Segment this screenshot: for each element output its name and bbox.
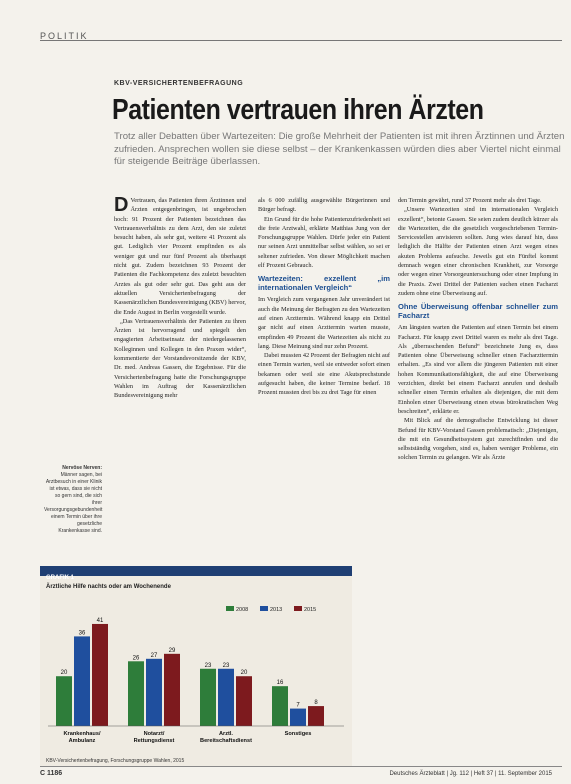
graphic-tag: GRAFIK 1 xyxy=(46,575,75,581)
bar xyxy=(308,706,324,726)
bar-value-label: 8 xyxy=(314,700,318,707)
section-header xyxy=(40,26,562,41)
legend-swatch xyxy=(226,606,234,611)
legend-label: 2008 xyxy=(236,607,249,613)
caption-text: Männer sagen, bei Arztbesuch in einer Klinik ist etwas, dass sie nicht so gern sind, die sich ihrer Versorgungsgebundenheit einem Termin über ihre gesetzliche Krankenkasse sind. xyxy=(44,472,103,534)
paragraph: Im Vergleich zum vergangenen Jahr unverändert ist auch die Meinung der Befragten zu den Wartezeiten auf einen Arzttermin. Während knapp ein Drittel gar nicht auf einen Arzttermin warten musste, empfinden 49 Prozent die Wartezeiten als nicht zu lang. Diese Meinung sind nur zehn Prozent. xyxy=(258,296,390,350)
bar xyxy=(218,669,234,726)
bar-value-label: 16 xyxy=(276,680,284,687)
paragraph: „Das Vertrauensverhältnis der Patienten zu ihren Ärzten ist hervorragend und spiegelt den engagierten Arbeitseinsatz der niedergelassenen Kolleginnen und Kollegen in den Praxen wider“, kommentierte der Vorstandsvorsitzende der KBV, Dr. med. Andreas Gassen, die Ergebnisse. Für die Versichertenbefragung hatte die Forschungsgruppe Wahlen im Auftrag der Kassenärztlichen Bundesvereinigung mehr xyxy=(114,317,246,400)
category-label: Ambulanz xyxy=(68,738,96,744)
paragraph: Dabei mussten 42 Prozent der Befragten nicht auf einen Termin warten, weil sie entweder sofort einen bekamen oder weil sie eine Akutsprechstunde aufgesucht haben, die keiner Termine bedarf. 18 Prozent mussten drei bis zu drei Tage für einen xyxy=(258,352,390,397)
bar-value-label: 20 xyxy=(60,670,68,677)
chart-source: KBV-Versichertenbefragung, Forschungsgruppe Wahlen, 2015 xyxy=(46,758,185,764)
chart-title: Ärztliche Hilfe nachts oder am Wochenende xyxy=(46,584,171,590)
paragraph: Ein Grund für die hohe Patientenzufriedenheit sei die freie Arztwahl, erklärte Matthias Jung von der Forschungsgruppe Wahlen. Dürfe jeder ein Patient nur seinen Arzt unmittelbar selbst wählen, so sei er seltener zufrieden. Von dieser Möglichkeit machen elf Prozent Gebrauch. xyxy=(258,215,390,270)
legend-swatch xyxy=(294,606,302,611)
category-label: Rettungsdienst xyxy=(133,738,175,744)
graphic-tag-bar xyxy=(40,566,352,581)
bar xyxy=(200,669,216,726)
article-kicker: KBV-VERSICHERTENBEFRAGUNG xyxy=(114,80,244,87)
drop-cap: D xyxy=(114,196,129,216)
page-number: C 1186 xyxy=(40,770,63,777)
paragraph: den Termin gewährt, rund 37 Prozent mehr als drei Tage. xyxy=(398,197,542,204)
category-label: Sonstiges xyxy=(284,731,312,737)
bar-value-label: 41 xyxy=(96,617,104,624)
bar-value-label: 20 xyxy=(240,670,248,677)
article-lead: Trotz aller Debatten über Wartezeiten: Die große Mehrheit der Patienten ist mit ihren Ärztinnen und Ärzten zufrieden. Ansprechen wollen sie diese selbst – der Krankenkassen würden dies aber Viertel nicht einmal für steigende Beiträge überlassen. xyxy=(114,131,565,167)
bar-value-label: 26 xyxy=(132,655,140,662)
subheading: Wartezeiten: exzellent „im internationalen Vergleich“ xyxy=(258,274,390,293)
caption-title: Nervöse Nerven: xyxy=(62,465,102,471)
legend-swatch xyxy=(260,606,268,611)
subheading: Ohne Überweisung offenbar schneller zum Facharzt xyxy=(398,302,558,321)
legend-label: 2015 xyxy=(304,607,317,613)
paragraph: als 6 000 zufällig ausgewählte Bürgerinnen und Bürger befragt. xyxy=(258,197,390,214)
paragraph: Mit Blick auf die demografische Entwicklung ist dieser Befund für KBV-Vorstand Gassen problematisch: „Diejenigen, die mit ein Gesundheitssystem gut zurechtfinden und die selbstständig vorgehen, sind es, haben weniger Probleme, ein solchen Termin zu gelangen. Wir als Ärzte xyxy=(398,417,558,462)
paragraph: „Unsere Wartezeiten sind im internationalen Vergleich exzellent“, betonte Gassen. Sie seien zudem deutlich kürzer als die Wartezeiten, die die gesetzlich vorgeschriebenen Termin-Servicestellen anvisieren sollten. Jung wies darauf hin, dass lediglich die Hälfte der Patienten einen Arzt wegen eines akuten Problems aufsuche. Jeweils gut ein Fünftel kommt demnach wegen einer chronischen Krankheit, zur Vorsorge oder wegen einer Vorsorgeuntersuchung oder einer Impfung in die Praxis. Zwei Drittel der Patienten suchen einen Facharzt zudem ohne eine Überweisung auf. xyxy=(398,206,558,297)
bar-value-label: 23 xyxy=(222,662,230,669)
category-label: Arztl. xyxy=(219,731,233,737)
bar xyxy=(56,676,72,726)
category-label: Notarzt/ xyxy=(143,731,165,737)
bar-value-label: 23 xyxy=(204,662,212,669)
bar xyxy=(236,676,252,726)
category-label: Bereitschaftsdienst xyxy=(200,738,252,744)
legend-label: 2013 xyxy=(270,607,283,613)
bar xyxy=(146,659,162,726)
bar xyxy=(128,661,144,726)
journal-citation: Deutsches Ärzteblatt | Jg. 112 | Heft 37 | 11. September 2015 xyxy=(389,771,552,777)
article-column-1 xyxy=(114,196,246,564)
page-footer xyxy=(40,766,562,781)
category-label: Krankenhaus/ xyxy=(63,731,101,737)
photo-caption xyxy=(44,465,102,535)
bar xyxy=(92,624,108,726)
article-headline: Patienten vertrauen ihren Ärzten xyxy=(112,94,484,126)
paragraph: D Vertrauen, das Patienten ihren Ärztinnen und Ärzten entgegenbringen, ist ungebrochen hoch: 91 Prozent der Patienten bezeichnen das Vertrauensverhältnis zu dem Arzt, den sie zuletzt besucht haben, als sehr gut, weitere 41 Prozent als gut. Lediglich vier Prozent empfinden es als weniger gut und nur fünf Prozent als überhaupt nicht gut. Zudem bezeichnen 93 Prozent der Patienten die Fachkompetenz des zuletzt besuchten Arztes als gut oder sehr gut. Das geht aus der aktuellen Versichertenbefragung der Kassenärztlichen Bundesvereinigung (KBV) hervor, die Ende August in Berlin vorgestellt wurde. xyxy=(114,196,246,316)
bar xyxy=(74,636,90,726)
bar-value-label: 7 xyxy=(296,702,300,709)
paragraph: Am längsten warten die Patienten auf einen Termin bei einem Facharzt. Für knapp zwei Drittel waren es mehr als drei Tage. Als „überraschenden Befund“ bezeichnete Jung es, dass Patienten ohne Überweisung schneller einen Facharzttermin erhalten. „Es sind vor allem die jüngeren Patienten mit einer hohen Kommunikationsfähigkeit, die auf eine Überweisung verzichten, direkt bei einem Facharzt anrufen und deshalb schneller einen Termin erhalten als diejenigen, die mit dem Einholen einer Überweisung einen etwas bürokratischen Weg beschreiten“, erklärte er. xyxy=(398,324,558,415)
bar xyxy=(290,709,306,726)
bar-value-label: 36 xyxy=(78,630,86,637)
bar-chart xyxy=(40,576,352,766)
article-column-2 xyxy=(258,196,390,564)
chart-graphic xyxy=(40,566,352,766)
bar xyxy=(272,686,288,726)
section-label: POLITIK xyxy=(40,31,89,41)
article-column-3 xyxy=(398,196,558,764)
bar xyxy=(164,654,180,726)
bar-value-label: 29 xyxy=(168,647,176,654)
bar-value-label: 27 xyxy=(150,652,158,659)
